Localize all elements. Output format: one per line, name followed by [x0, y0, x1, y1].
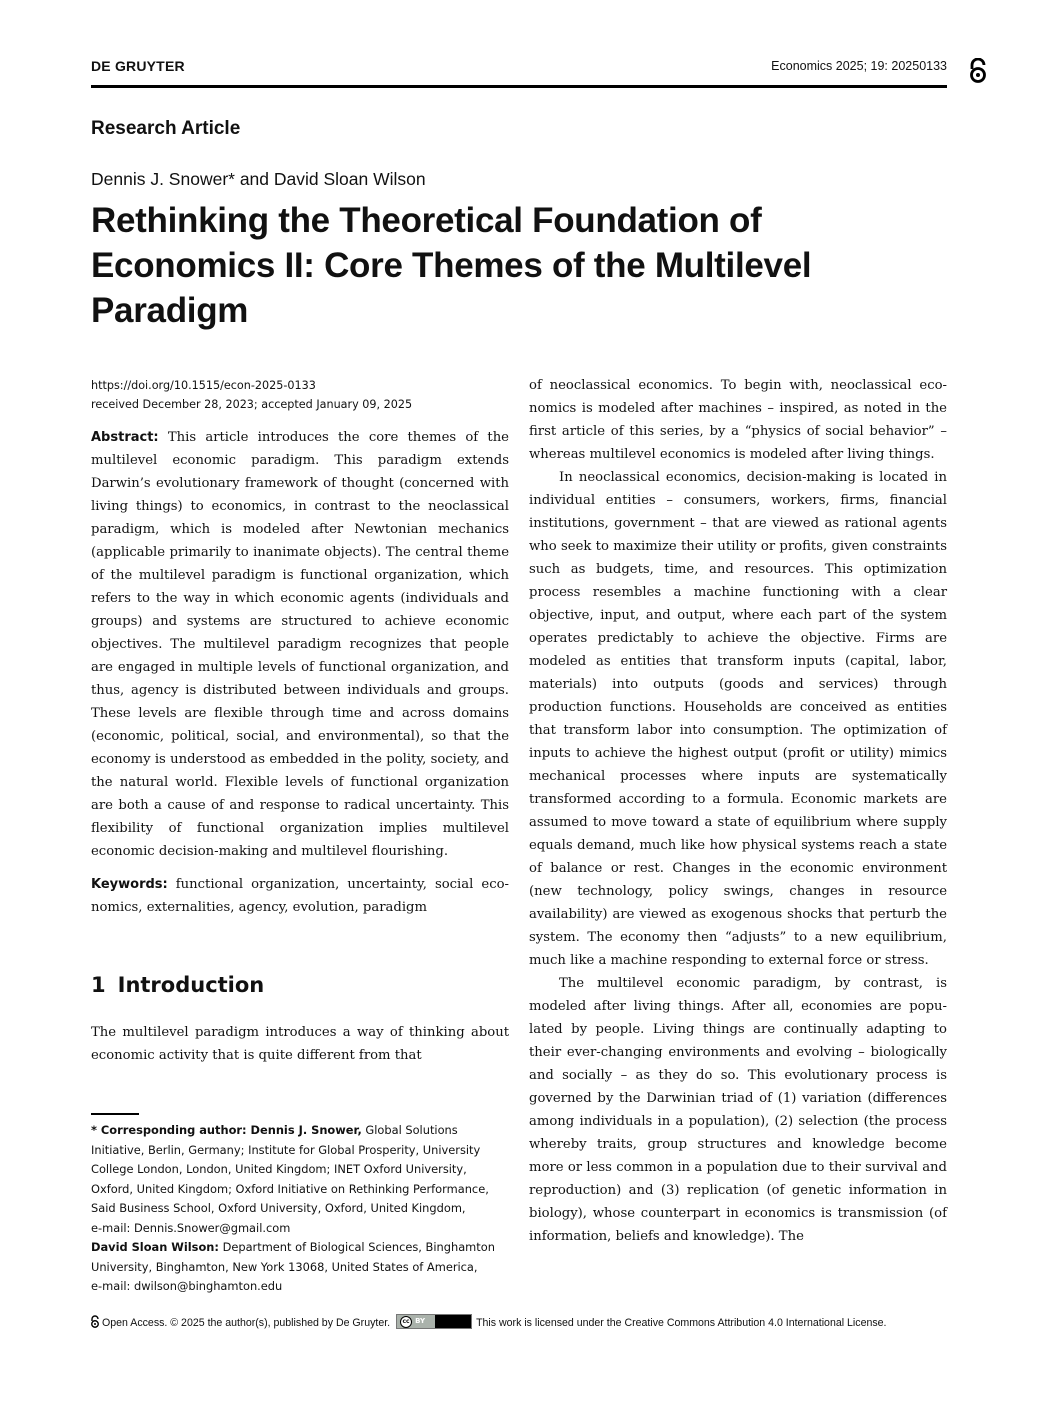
- article-type: Research Article: [91, 118, 241, 139]
- corresponding-author-email[interactable]: e-mail: Dennis.Snower@gmail.com: [91, 1220, 291, 1235]
- cc-by-license-badge[interactable]: [396, 1314, 472, 1329]
- section-number: 1: [91, 973, 106, 997]
- body-paragraph: The multilevel paradigm introduces a way of thinking about economic activity that is quite different from that: [91, 1025, 509, 1063]
- journal-citation: Economics 2025; 19: 20250133: [771, 59, 947, 73]
- body-paragraph: The multilevel economic paradigm, by contrast, is modeled after living things. After all, economies are populated by people. Living things are continually adapting to their ever-changing environments and evolving – biologically and socially – as they do so. This evolutionary process is governed by the Darwinian triad of (1) variation (differences among individuals in a population), (2) selection (the process whereby traits, group structures and knowledge become more or less common in a population due to their survival and reproduction) and (3) replication (of genetic information in biology), whose counterpart in economics is transmission (of information, beliefs and knowledge). The: [529, 976, 947, 1244]
- article-title: Rethinking the Theoretical Foundation of Economics II: Core Themes of the Multilevel Paradigm: [91, 201, 812, 330]
- article-meta: [91, 376, 509, 414]
- right-column: [529, 374, 947, 1248]
- body-paragraph: of neoclassical economics. To begin with, neoclassical economics is modeled after machines – inspired, as noted in the first article of this series, by a “physics of social behavior” – whereas multilevel economics is modeled after living things.: [529, 378, 947, 462]
- author-footnotes: [91, 1121, 511, 1297]
- abstract: [91, 426, 509, 863]
- section-title: Introduction: [117, 973, 265, 997]
- second-author-email[interactable]: e-mail: dwilson@binghamton.edu: [91, 1279, 283, 1293]
- corresponding-author-label: * Corresponding author: Dennis J. Snower,: [91, 1123, 362, 1137]
- doi-link[interactable]: https://doi.org/10.1515/econ-2025-0133: [91, 379, 316, 392]
- open-access-statement: Open Access. © 2025 the author(s), published by De Gruyter.: [102, 1317, 391, 1329]
- open-access-lock-icon: [968, 58, 988, 84]
- article-dates: received December 28, 2023; accepted January 09, 2025: [91, 398, 413, 411]
- header-rule: [91, 85, 947, 88]
- license-statement: This work is licensed under the Creative Commons Attribution 4.0 International License.: [476, 1317, 887, 1329]
- second-author-note: [91, 1238, 511, 1297]
- corresponding-author-affiliation: Global Solutions Initiative, Berlin, Germany; Institute for Global Prosperity, University College London, London, United Kingdom; INET Oxford University, Oxford, United Kingdom; Oxford Initiative on Rethinking Performance, Said Business School, Oxford University, Oxford, United Kingdom,: [91, 1123, 489, 1215]
- left-column: [91, 376, 509, 1067]
- abstract-label: Abstract:: [91, 430, 159, 445]
- body-paragraph: In neoclassical economics, decision-making is located in individual entities – consumers, workers, firms, financial institutions, government – that are viewed as rational agents who seek to maximize their utility or profits, given constraints such as budgets, time, and resources. This optimization process resembles a machine functioning with a clear objective, input, and output, where each part of the system operates predictably to achieve the objective. Firms are modeled as entities that transform inputs (capital, labor, materials) into outputs (goods and services) through production functions. Households are conceived as entities that transform labor into consumption. The optimization of inputs to achieve the highest output (profit or utility) mimics mechanical processes where inputs are systematically transformed according to a formula. Economic markets are assumed to move toward a state of equilibrium where supply equals demand, much like how physical systems reach a state of balance or rest. Changes in the economic environment (new technology, policy swings, changes in resource availability) are viewed as exogenous shocks that perturb the system. The economy then “adjusts” to a new equilibrium, much like a machine responding to external force or stress.: [529, 470, 947, 968]
- keywords: [91, 873, 509, 919]
- section-heading-introduction: [91, 971, 509, 999]
- author-list: Dennis J. Snower* and David Sloan Wilson: [91, 169, 426, 189]
- corresponding-author-note: [91, 1121, 511, 1238]
- cc-by-label: BY: [415, 1317, 426, 1325]
- page-footer: [90, 1314, 960, 1330]
- second-author-label: David Sloan Wilson:: [91, 1240, 219, 1254]
- second-author-affiliation: Department of Biological Sciences, Binghamton University, Binghamton, New York 13068, United States of America,: [91, 1240, 495, 1274]
- page-header: [91, 58, 947, 76]
- abstract-text: This article introduces the core themes of the multilevel economic paradigm. This paradigm extends Darwin’s evolutionary framework of thought (concerned with living things) to economics, in contrast to the neoclassical paradigm, which is modeled after Newtonian mechanics (applicable primarily to inanimate objects). The central theme of the multilevel paradigm is functional organization, which refers to the way in which economic agents (individuals and groups) and systems are structured to achieve economic objectives. The multilevel paradigm recognizes that people are engaged in multiple levels of functional organization, and thus, agency is distributed between individuals and groups. These levels are flexible through time and across domains (economic, political, social, and environmental), so that the economy is understood as embedded in the polity, society, and the natural world. Flexible levels of functional organization are both a cause of and response to radical uncertainty. This flexibility of functional organization implies multilevel economic decision-making and multilevel flourishing.: [91, 430, 509, 859]
- open-access-lock-icon: [90, 1315, 100, 1329]
- publisher-logo: DE GRUYTER: [91, 58, 185, 74]
- footnote-rule: [91, 1113, 139, 1115]
- creative-commons-icon: cc: [400, 1316, 412, 1328]
- keywords-label: Keywords:: [91, 877, 168, 892]
- keywords-text: functional organization, uncertainty, social economics, externalities, agency, evolution, paradigm: [91, 877, 509, 915]
